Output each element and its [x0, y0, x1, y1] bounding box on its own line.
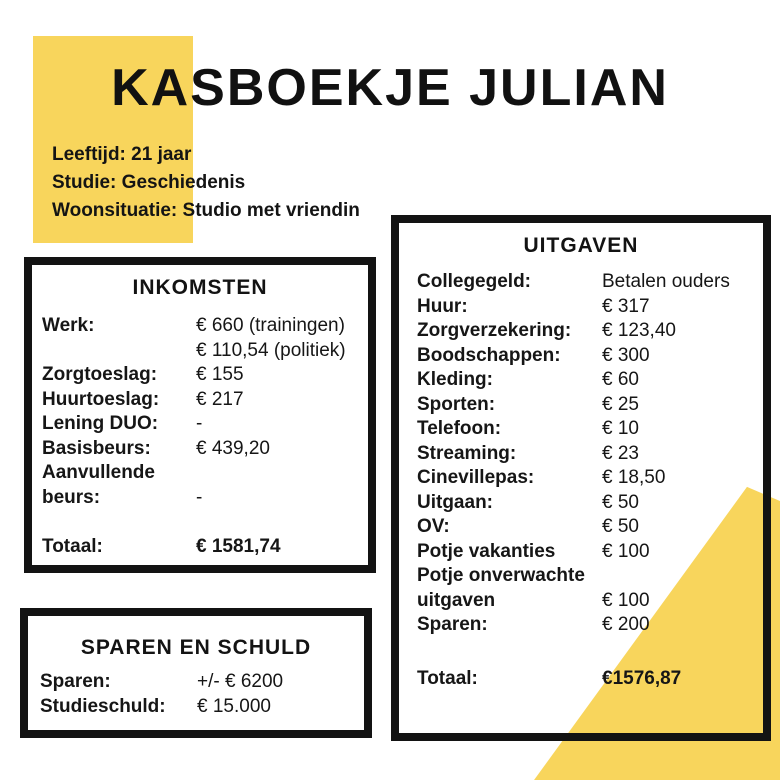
- income-row: [42, 363, 368, 388]
- expense-row: [417, 491, 763, 516]
- row-label: Telefoon:: [417, 418, 502, 439]
- row-value: € 217: [196, 388, 244, 410]
- row-label: OV:: [417, 516, 450, 537]
- expense-row: [417, 589, 763, 614]
- expense-row: [417, 368, 763, 393]
- row-label: Potje onverwachte: [417, 565, 585, 586]
- row-label: Cinevillepas:: [417, 467, 535, 488]
- row-value: € 317: [602, 295, 650, 317]
- row-label: beurs:: [42, 486, 101, 508]
- income-rows: [42, 314, 368, 560]
- total-label: Totaal:: [417, 667, 478, 689]
- expense-row: [417, 515, 763, 540]
- expenses-rows: [417, 270, 763, 691]
- row-value: € 300: [602, 344, 650, 366]
- row-value: € 25: [602, 393, 639, 415]
- row-label: uitgaven: [417, 589, 496, 611]
- savings-row: [40, 670, 364, 695]
- row-value: +/- € 6200: [197, 671, 284, 692]
- expense-row: [417, 466, 763, 491]
- row-value: € 200: [602, 614, 650, 635]
- row-label: Potje vakanties: [417, 540, 556, 562]
- row-label: Werk:: [42, 315, 95, 336]
- row-value: € 18,50: [602, 467, 666, 488]
- expense-row: [417, 344, 763, 369]
- row-value: € 439,20: [196, 437, 270, 459]
- income-box: [24, 257, 376, 573]
- row-value: -: [196, 413, 203, 434]
- savings-debt-box-title: SPAREN EN SCHULD: [80, 636, 312, 659]
- row-label: Huurtoeslag:: [42, 388, 160, 410]
- row-value: Betalen ouders: [602, 271, 730, 292]
- row-value: € 10: [602, 418, 639, 439]
- row-label: Studieschuld:: [40, 695, 166, 717]
- profile-line-age: Leeftijd: 21 jaar: [52, 144, 192, 165]
- income-row: [42, 412, 368, 437]
- profile-line-housing: Woonsituatie: Studio met vriendin: [52, 200, 360, 221]
- expense-row: [417, 442, 763, 467]
- row-value: € 123,40: [602, 320, 676, 341]
- savings-row: [40, 695, 364, 720]
- income-row: [42, 437, 368, 462]
- income-total-row: [42, 535, 368, 560]
- row-value: € 100: [602, 540, 650, 562]
- row-label: Huur:: [417, 295, 468, 317]
- row-value: € 50: [602, 516, 639, 537]
- row-label: Sparen:: [40, 671, 111, 692]
- row-value: € 155: [196, 364, 244, 385]
- row-label: Lening DUO:: [42, 413, 159, 434]
- row-label: Uitgaan:: [417, 491, 493, 513]
- row-label: [42, 339, 196, 364]
- total-value: €1576,87: [602, 667, 682, 689]
- row-label: Aanvullende: [42, 462, 155, 483]
- row-value: € 110,54 (politiek): [196, 339, 346, 361]
- row-value: € 23: [602, 442, 639, 464]
- row-value: € 100: [602, 589, 650, 611]
- row-value: -: [196, 486, 203, 508]
- income-row: [42, 486, 368, 511]
- row-label: Zorgtoeslag:: [42, 364, 158, 385]
- row-value: € 60: [602, 369, 639, 390]
- expense-row: [417, 295, 763, 320]
- row-label: Sparen:: [417, 614, 488, 635]
- row-label: Kleding:: [417, 369, 493, 390]
- savings-rows: [40, 670, 364, 719]
- expense-row: [417, 613, 763, 638]
- row-value: € 50: [602, 491, 639, 513]
- expenses-box-title: UITGAVEN: [523, 234, 639, 257]
- savings-debt-box: [20, 608, 372, 738]
- expense-row: [417, 564, 763, 589]
- income-row: [42, 461, 368, 486]
- expense-row: [417, 417, 763, 442]
- row-label: Sporten:: [417, 393, 496, 415]
- row-label: Collegegeld:: [417, 271, 532, 292]
- row-label: Streaming:: [417, 442, 517, 464]
- row-label: Boodschappen:: [417, 344, 561, 366]
- expense-row: [417, 540, 763, 565]
- expenses-box: [391, 215, 771, 741]
- row-label: Zorgverzekering:: [417, 320, 572, 341]
- row-label: Basisbeurs:: [42, 437, 151, 459]
- profile-line-study: Studie: Geschiedenis: [52, 172, 246, 193]
- row-value: € 660 (trainingen): [196, 315, 345, 336]
- row-value: € 15.000: [197, 695, 271, 717]
- income-row: [42, 339, 368, 364]
- page-title: KASBOEKJE JULIAN: [111, 59, 669, 117]
- total-label: Totaal:: [42, 536, 103, 557]
- expense-row: [417, 270, 763, 295]
- expenses-total-row: [417, 667, 763, 692]
- income-row: [42, 314, 368, 339]
- expense-row: [417, 393, 763, 418]
- income-row: [42, 388, 368, 413]
- expense-row: [417, 319, 763, 344]
- income-box-title: INKOMSTEN: [132, 276, 268, 299]
- total-value: € 1581,74: [196, 536, 281, 557]
- profile-info: [52, 141, 360, 225]
